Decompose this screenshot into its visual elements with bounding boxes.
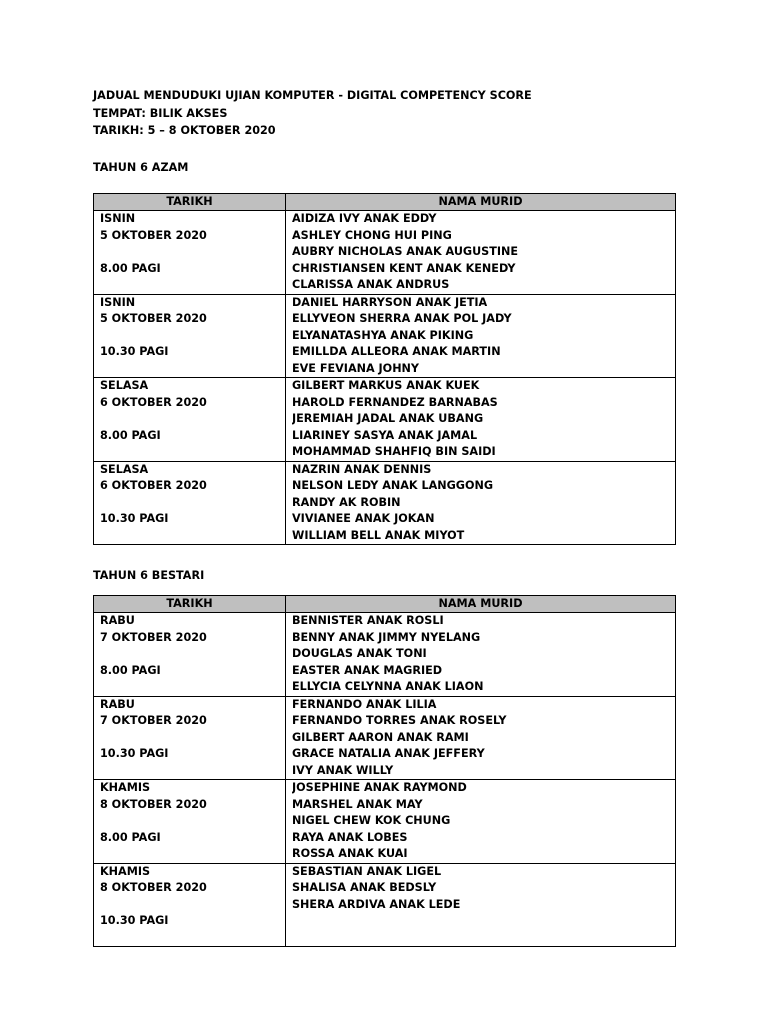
student-name: MARSHEL ANAK MAY (292, 797, 423, 811)
student-name: RANDY AK ROBIN (292, 495, 401, 509)
schedule-table (93, 595, 676, 947)
student-name: HAROLD FERNANDEZ BARNABAS (292, 395, 498, 409)
names-cell (286, 696, 676, 780)
names-cell (286, 613, 676, 697)
student-name (292, 930, 675, 947)
spacer-line (100, 730, 285, 747)
spacer-line (100, 646, 285, 663)
student-name: AIDIZA IVY ANAK EDDY (292, 212, 437, 225)
spacer-line (100, 528, 285, 545)
tarikh-cell (94, 613, 286, 697)
spacer-line (100, 930, 285, 947)
day-label: ISNIN (100, 212, 136, 225)
names-cell (286, 461, 676, 545)
student-name: CLARISSA ANAK ANDRUS (292, 278, 450, 291)
spacer-line (100, 813, 285, 830)
student-name: BENNY ANAK JIMMY NYELANG (292, 630, 481, 644)
names-cell (286, 780, 676, 864)
time-label: 10.30 PAGI (100, 747, 169, 760)
time-label: 10.30 PAGI (100, 345, 169, 358)
student-name: BENNISTER ANAK ROSLI (292, 614, 444, 627)
spacer-line (100, 495, 285, 512)
tarikh-cell (94, 211, 286, 295)
tarikh-cell (94, 863, 286, 947)
student-name: ROSSA ANAK KUAI (292, 847, 408, 860)
time-label: 10.30 PAGI (100, 512, 169, 525)
names-cell (286, 378, 676, 462)
spacer-line (100, 244, 285, 261)
tarikh-cell (94, 378, 286, 462)
date-label: 8 OKTOBER 2020 (100, 797, 207, 811)
student-name: JOSEPHINE ANAK RAYMOND (292, 781, 467, 794)
table-header-row (94, 596, 676, 613)
time-label: 8.00 PAGI (100, 261, 161, 275)
spacer-line (100, 277, 285, 294)
table-row (94, 780, 676, 864)
time-label: 8.00 PAGI (100, 428, 161, 442)
student-name: WILLIAM BELL ANAK MIYOT (292, 528, 465, 542)
student-name: GILBERT MARKUS ANAK KUEK (292, 379, 480, 392)
student-name: FERNANDO ANAK LILIA (292, 697, 437, 711)
date-label: 7 OKTOBER 2020 (100, 714, 207, 727)
student-name: DANIEL HARRYSON ANAK JETIA (292, 295, 488, 309)
table-row (94, 613, 676, 697)
table-row (94, 696, 676, 780)
column-header-tarikh: TARIKH (94, 596, 286, 613)
section-heading: TAHUN 6 AZAM (93, 161, 189, 174)
table-row (94, 294, 676, 378)
day-label: SELASA (100, 379, 149, 392)
table-row (94, 378, 676, 462)
tarikh-cell (94, 780, 286, 864)
student-name: ELYANATASHYA ANAK PIKING (292, 328, 474, 342)
names-cell (286, 211, 676, 295)
spacer-line (100, 361, 285, 378)
day-label: ISNIN (100, 295, 136, 309)
student-name: SHERA ARDIVA ANAK LEDE (292, 897, 461, 911)
venue-line: TEMPAT: BILIK AKSES (93, 107, 228, 120)
document-title: JADUAL MENDUDUKI UJIAN KOMPUTER - DIGITAL COMPETENCY SCORE (93, 89, 532, 102)
student-name: NAZRIN ANAK DENNIS (292, 462, 432, 476)
spacer-line (100, 846, 285, 863)
student-name: EASTER ANAK MAGRIED (292, 663, 443, 677)
student-name: RAYA ANAK LOBES (292, 830, 408, 844)
day-label: KHAMIS (100, 864, 151, 878)
column-header-nama-murid: NAMA MURID (286, 596, 676, 613)
student-name: NIGEL CHEW KOK CHUNG (292, 814, 451, 827)
names-cell (286, 863, 676, 947)
schedule-table (93, 193, 676, 545)
tarikh-cell (94, 696, 286, 780)
date-label: 6 OKTOBER 2020 (100, 395, 207, 409)
date-label: 5 OKTOBER 2020 (100, 228, 207, 242)
student-name: GRACE NATALIA ANAK JEFFERY (292, 747, 485, 760)
time-label: 8.00 PAGI (100, 830, 161, 844)
names-cell (286, 294, 676, 378)
student-name: ASHLEY CHONG HUI PING (292, 228, 452, 242)
student-name: LIARINEY SASYA ANAK JAMAL (292, 428, 478, 442)
date-label: 5 OKTOBER 2020 (100, 312, 207, 325)
date-label: 6 OKTOBER 2020 (100, 479, 207, 492)
column-header-tarikh: TARIKH (94, 194, 286, 211)
student-name: EMILLDA ALLEORA ANAK MARTIN (292, 345, 501, 358)
date-line: TARIKH: 5 – 8 OKTOBER 2020 (93, 124, 276, 137)
column-header-nama-murid: NAMA MURID (286, 194, 676, 211)
student-name: SHALISA ANAK BEDSLY (292, 881, 437, 894)
student-name: FERNANDO TORRES ANAK ROSELY (292, 714, 507, 727)
spacer-line (100, 897, 285, 914)
day-label: RABU (100, 697, 135, 711)
student-name: AUBRY NICHOLAS ANAK AUGUSTINE (292, 245, 519, 258)
student-name: MOHAMMAD SHAHFIQ BIN SAIDI (292, 445, 496, 458)
student-name: NELSON LEDY ANAK LANGGONG (292, 479, 494, 492)
table-row (94, 461, 676, 545)
student-name: IVY ANAK WILLY (292, 763, 394, 777)
day-label: SELASA (100, 462, 149, 476)
student-name: JEREMIAH JADAL ANAK UBANG (292, 412, 484, 425)
spacer-line (100, 679, 285, 696)
student-name: GILBERT AARON ANAK RAMI (292, 730, 469, 744)
date-label: 7 OKTOBER 2020 (100, 630, 207, 644)
time-label: 8.00 PAGI (100, 663, 161, 677)
student-name: DOUGLAS ANAK TONI (292, 647, 427, 660)
day-label: KHAMIS (100, 781, 151, 794)
section-heading: TAHUN 6 BESTARI (93, 569, 205, 582)
spacer-line (100, 444, 285, 461)
spacer-line (100, 328, 285, 345)
student-name (292, 913, 675, 930)
student-name: VIVIANEE ANAK JOKAN (292, 512, 435, 525)
time-label: 10.30 PAGI (100, 914, 169, 927)
table-header-row (94, 194, 676, 211)
student-name: CHRISTIANSEN KENT ANAK KENEDY (292, 261, 516, 275)
student-name: EVE FEVIANA JOHNY (292, 361, 420, 375)
tarikh-cell (94, 294, 286, 378)
student-name: ELLYCIA CELYNNA ANAK LIAON (292, 680, 484, 693)
table-row (94, 863, 676, 947)
table-row (94, 211, 676, 295)
date-label: 8 OKTOBER 2020 (100, 881, 207, 894)
tarikh-cell (94, 461, 286, 545)
student-name: ELLYVEON SHERRA ANAK POL JADY (292, 312, 512, 325)
student-name: SEBASTIAN ANAK LIGEL (292, 864, 442, 878)
spacer-line (100, 763, 285, 780)
spacer-line (100, 411, 285, 428)
day-label: RABU (100, 614, 135, 627)
